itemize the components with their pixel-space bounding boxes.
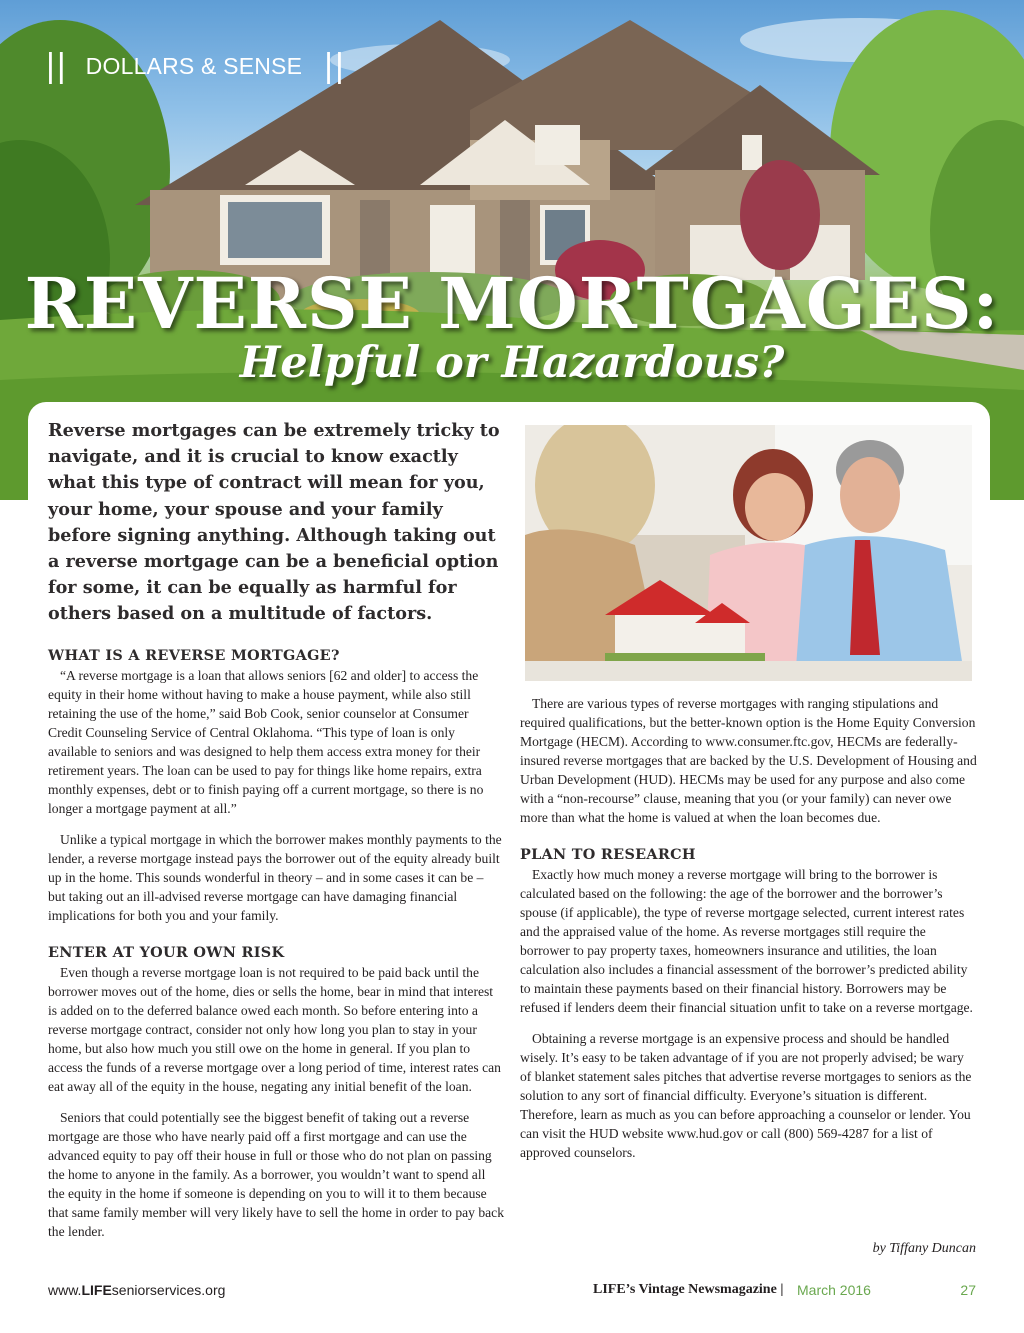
magazine-title: LIFE’s Vintage Newsmagazine xyxy=(593,1282,777,1297)
article-lede: Reverse mortgages can be extremely tricky to navigate, and it is crucial to know exactly what this type of contract will mean for you, your home, your spouse and your family before signing anything. Although taking out a reverse mortgage can be a beneficial option for some, it can be equally as harmful for others based on a multitude of factors. xyxy=(48,420,500,625)
right-column xyxy=(520,694,978,1162)
section-tag-label: DOLLARS & SENSE xyxy=(85,52,303,79)
seniors-meeting-illustration xyxy=(525,425,972,681)
heading-risk: ENTER AT YOUR OWN RISK xyxy=(48,944,285,961)
page-number: 27 xyxy=(960,1282,976,1298)
byline: by Tiffany Duncan xyxy=(872,1241,976,1256)
paragraph: Even though a reverse mortgage loan is not required to be paid back until the borrower moves out of the home, dies or sells the home, bear in mind that interest is added on to the deferred balance owed each month. So before entering into a reverse mortgage contract, consider not only how long you plan to stay in your home, but also how much you still owe on the home in general. If you plan to access the funds of a reverse mortgage over a long period of time, interest rates can eat away all of the equity in the house, negating any initial benefit of the loan. xyxy=(48,965,501,1094)
footer-separator: | xyxy=(780,1282,784,1297)
paragraph: “A reverse mortgage is a loan that allows seniors [62 and older] to access the equity in their home without having to make a house payment, while also still retaining the use of the home,” said Bob Cook, senior counselor at Consumer Credit Counseling Service of Central Oklahoma. “This type of loan is only available to seniors and was designed to help them access extra money for their retirement years. The loan can be used to pay for things like home repairs, extra monthly expenses, debt or to finish paying off a current mortgage, so there is no longer a mortgage payment at all.” xyxy=(48,668,484,816)
magazine-name xyxy=(593,1282,783,1298)
url-prefix: www. xyxy=(48,1282,82,1298)
url-brand: LIFE xyxy=(81,1282,112,1298)
paragraph: Obtaining a reverse mortgage is an expensive process and should be handled wisely. It’s easy to be taken advantage of if you are not properly advised; be wary of blanket statement sales pitches that advertise reverse mortgages to seniors as the solution to any sort of financial difficulty. Everyone’s situation is different. Therefore, learn as much as you can before approaching a counselor or lender. You can visit the HUD website www.hud.gov or call (800) 569-4287 for a list of approved counselors. xyxy=(520,1031,972,1160)
heading-what-is: WHAT IS A REVERSE MORTGAGE? xyxy=(48,647,340,664)
counseling-photo xyxy=(525,425,972,681)
section-tag-bars-right: || xyxy=(324,47,346,85)
section-tag-bars-left: || xyxy=(46,47,68,85)
heading-research: PLAN TO RESEARCH xyxy=(520,846,696,863)
paragraph: Seniors that could potentially see the biggest benefit of taking out a reverse mortgage are those who have nearly paid off a first mortgage and can use the advanced equity to pay off their house in full or those who do not plan on passing the home to anyone in the family. As a borrower, you wouldn’t want to spend all the equity in the home if someone is depending on you to will it to them because that same family member will very likely have to sell the home in order to pay back the lender. xyxy=(48,1110,505,1239)
article-subtitle: Helpful or Hazardous? xyxy=(239,338,785,388)
url-suffix: seniorservices.org xyxy=(111,1282,226,1298)
section-tag xyxy=(46,44,346,88)
left-column xyxy=(48,646,504,1241)
website-link[interactable] xyxy=(48,1282,225,1298)
paragraph: There are various types of reverse mortgages with ranging stipulations and required qualifications, but the better-known option is the Home Equity Conversion Mortgage (HECM). According to www.consumer.ftc.gov, HECMs are federally-insured reverse mortgages that are backed by the U.S. Development of Housing and Urban Development (HUD). HECMs may be used for any purpose and also come with a “non-recourse” clause, meaning that you (or your family) can never owe more than what the home is valued at when the loan becomes due. xyxy=(520,696,977,825)
paragraph: Exactly how much money a reverse mortgage will bring to the borrower is calculated based on the following: the age of the borrower and the borrower’s spouse (if applicable), the type of reverse mortgage selected, current interest rates and the appraised value of the home. As reverse mortgages still require the borrower to pay property taxes, homeowners insurance and utilities, the loan calculation also includes a financial assessment of the borrower’s predicted ability to maintain these payments based on their financial history. Borrowers may be refused if lenders deem their financial situation unfit to take on a reverse mortgage. xyxy=(520,867,973,1015)
paragraph: Unlike a typical mortgage in which the borrower makes monthly payments to the lender, a reverse mortgage instead pays the borrower out of the equity already built up in the home. This sounds wonderful in theory – and in some cases it can be – but taking out an ill-advised reverse mortgage can have damaging financial implications for both you and your family. xyxy=(48,832,502,923)
article-title: REVERSE MORTGAGES: xyxy=(24,262,1000,345)
page-footer xyxy=(0,1282,1024,1304)
issue-date: March 2016 xyxy=(797,1282,871,1298)
